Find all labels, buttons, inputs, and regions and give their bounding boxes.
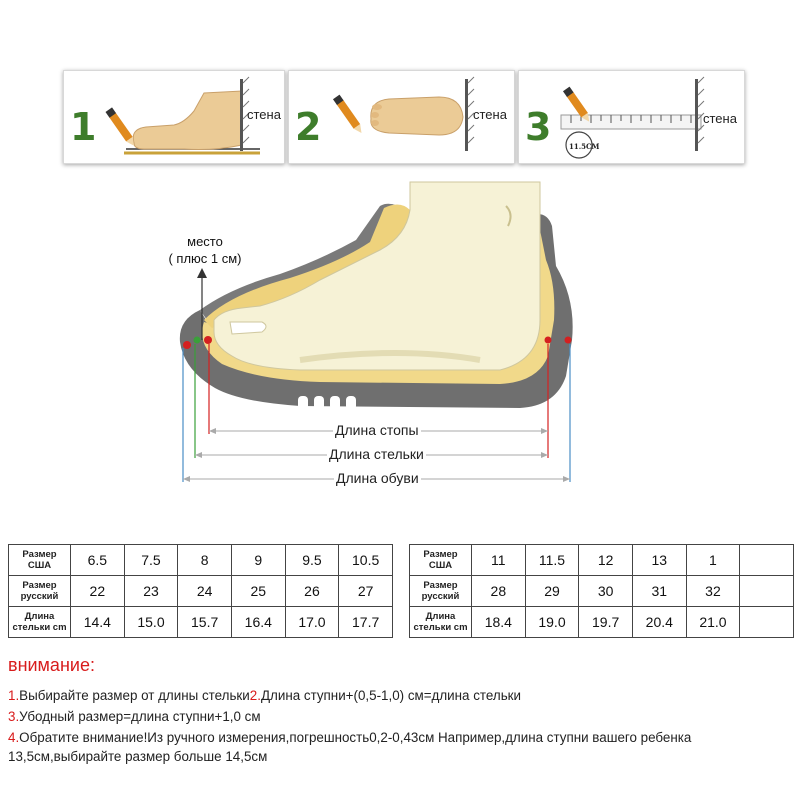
note-line [8,728,691,747]
size-table-left [8,544,393,638]
table-cell: 11.5 [525,545,579,576]
table-cell: 13 [632,545,686,576]
wall-label: стена [473,107,507,122]
step-number: 2 [295,105,322,149]
row-header: Размер США [9,545,71,576]
space-note-line2: ( плюс 1 см) [168,251,242,266]
table-cell: 17.7 [339,607,393,638]
table-cell: 21.0 [686,607,740,638]
step-1-panel [63,70,285,164]
table-cell: 7.5 [124,545,178,576]
table-cell: 11 [472,545,526,576]
insole-length-label: Длина стельки [329,446,424,462]
table-cell: 24 [178,576,232,607]
note-text: Выбирайте размер от длины стельки [19,688,250,703]
table-cell: 27 [339,576,393,607]
table-cell: 14.4 [71,607,125,638]
attention-heading: внимание: [8,655,95,675]
table-cell: 6.5 [71,545,125,576]
table-cell: 10.5 [339,545,393,576]
table-cell: 23 [124,576,178,607]
table-cell: 12 [579,545,633,576]
table-cell: 25 [231,576,285,607]
table-row [9,607,393,638]
wall-label: стена [703,111,737,126]
table-cell: 30 [579,576,633,607]
space-note-line1: место [187,234,223,249]
table-cell: 15.0 [124,607,178,638]
wall-label: стена [247,107,281,122]
table-cell: 19.0 [525,607,579,638]
table-cell: 15.7 [178,607,232,638]
step-3-panel [518,70,745,164]
row-header: Длина стельки cm [9,607,71,638]
table-cell [740,576,794,607]
row-header: Длина стельки cm [410,607,472,638]
space-note [150,233,260,267]
table-row [410,607,794,638]
table-cell: 18.4 [472,607,526,638]
step-number: 1 [70,105,97,149]
note-text: 13,5см,выбирайте размер больше 14,5см [8,749,268,764]
ruler-measurement: 11.5CM [569,142,600,151]
note-number: 4. [8,730,20,745]
note-text: Обратите внимание!Из ручного измерения,погрешность0,2-0,43см Например,длина ступни вашего ребенка [19,730,692,745]
foot-length-label: Длина стопы [335,422,419,438]
step-2-panel [288,70,515,164]
table-cell: 26 [285,576,339,607]
step-number: 3 [525,105,552,149]
note-text: Длина ступни+(0,5-1,0) см=длина стельки [260,688,522,703]
note-line [8,747,267,766]
table-row [9,545,393,576]
table-cell: 22 [71,576,125,607]
note-line [8,686,521,705]
table-row [410,545,794,576]
table-cell: 9 [231,545,285,576]
table-cell [740,607,794,638]
table-row [410,576,794,607]
table-cell: 9.5 [285,545,339,576]
table-cell: 19.7 [579,607,633,638]
table-cell: 32 [686,576,740,607]
note-number: 2. [249,688,261,703]
note-number: 1. [8,688,20,703]
note-line [8,707,261,726]
row-header: Размер русский [410,576,472,607]
shoe-length-label: Длина обуви [336,470,419,486]
note-number: 3. [8,709,20,724]
table-cell [740,545,794,576]
size-table-right [409,544,794,638]
table-cell: 31 [632,576,686,607]
table-cell: 29 [525,576,579,607]
table-cell: 8 [178,545,232,576]
note-text: Убодный размер=длина ступни+1,0 см [19,709,261,724]
table-cell: 17.0 [285,607,339,638]
table-cell: 1 [686,545,740,576]
row-header: Размер русский [9,576,71,607]
row-header: Размер США [410,545,472,576]
table-cell: 16.4 [231,607,285,638]
table-cell: 20.4 [632,607,686,638]
table-row [9,576,393,607]
table-cell: 28 [472,576,526,607]
